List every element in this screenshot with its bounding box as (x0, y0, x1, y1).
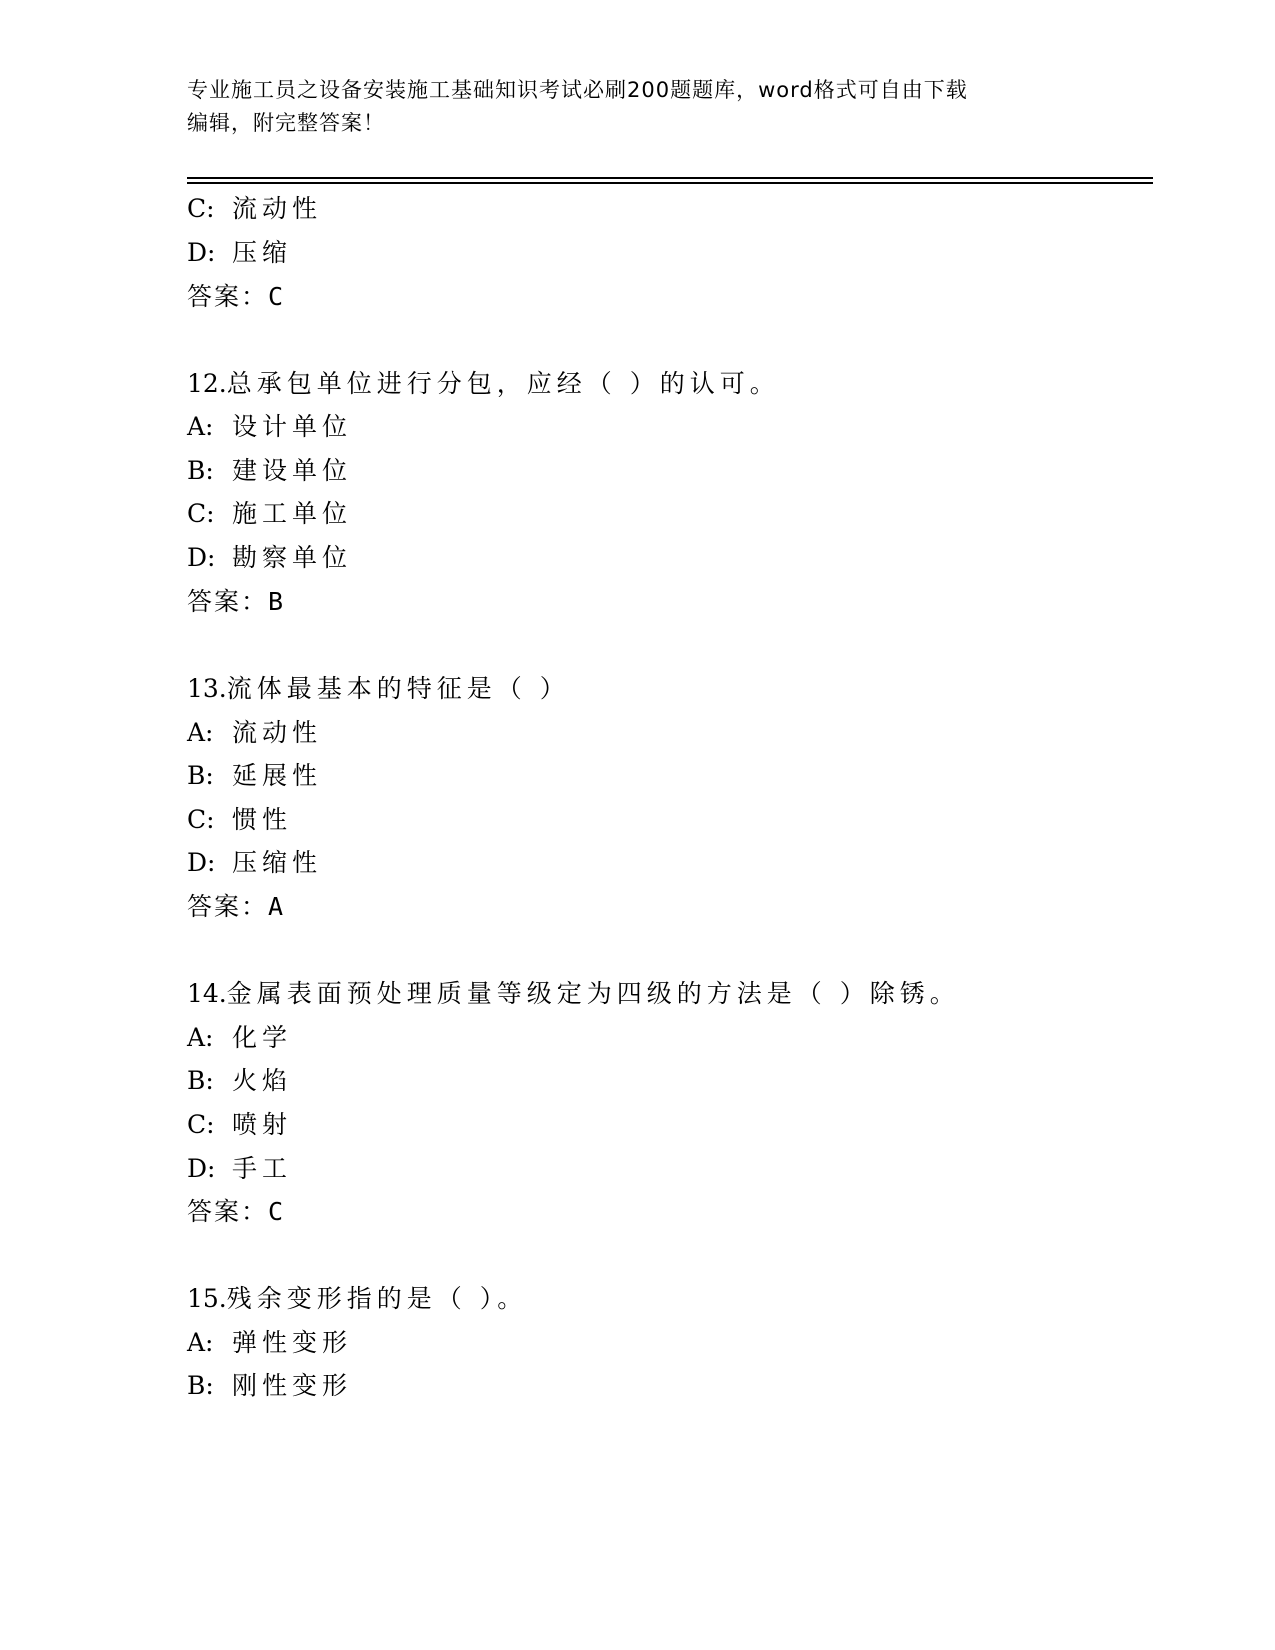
answer (187, 280, 283, 314)
question-number: 15. (187, 1284, 227, 1313)
option-text: 施工单位 (232, 499, 353, 528)
option-label: D: (187, 1154, 216, 1183)
option-label: A: (187, 718, 214, 747)
option-text: 流动性 (232, 194, 323, 223)
option-text: 火焰 (232, 1066, 293, 1095)
option-text: 化学 (232, 1023, 293, 1052)
question-number: 14. (187, 979, 227, 1008)
option-text: 喷射 (232, 1110, 293, 1139)
option-label: C: (187, 499, 215, 528)
option-text: 勘察单位 (232, 543, 353, 572)
option-label: A: (187, 1328, 214, 1357)
option-text: 弹性变形 (232, 1328, 353, 1357)
answer-value: A (268, 892, 284, 921)
option-a (187, 1326, 352, 1360)
option-a (187, 410, 352, 444)
option-d (187, 1152, 292, 1186)
answer-value: C (268, 1197, 284, 1226)
answer-label: 答案： (187, 282, 269, 311)
option-a (187, 1021, 292, 1055)
option-label: C: (187, 194, 215, 223)
option-c (187, 1108, 292, 1142)
answer-value: B (268, 587, 284, 616)
option-label: D: (187, 238, 216, 267)
option-label: A: (187, 412, 214, 441)
option-text: 压缩 (232, 238, 293, 267)
option-label: B: (187, 456, 214, 485)
answer-value: C (268, 282, 284, 311)
option-text: 惯性 (232, 805, 293, 834)
option-c (187, 803, 292, 837)
header-divider-top (187, 177, 1153, 179)
option-text: 刚性变形 (232, 1371, 353, 1400)
option-label: C: (187, 805, 215, 834)
option-label: B: (187, 1371, 214, 1400)
option-d (187, 846, 322, 880)
option-b (187, 1064, 292, 1098)
option-label: C: (187, 1110, 215, 1139)
option-label: D: (187, 543, 216, 572)
question-text: 残余变形指的是（ ）。 (226, 1284, 528, 1313)
question-text: 金属表面预处理质量等级定为四级的方法是（ ）除锈。 (226, 979, 960, 1008)
question-number: 13. (187, 674, 227, 703)
document-header (187, 74, 1067, 140)
option-d (187, 541, 352, 575)
header-divider-bottom (187, 182, 1153, 184)
option-label: B: (187, 761, 214, 790)
option-c (187, 192, 322, 226)
option-b (187, 454, 352, 488)
answer (187, 1195, 283, 1229)
header-title-line1: 专业施工员之设备安装施工基础知识考试必刷200题题库，word格式可自由下载 (187, 78, 968, 102)
question-15 (187, 1282, 527, 1316)
header-title-line2: 编辑，附完整答案！ (187, 111, 385, 135)
option-label: B: (187, 1066, 214, 1095)
question-text: 总承包单位进行分包，应经（ ）的认可。 (226, 369, 780, 398)
answer-label: 答案： (187, 892, 269, 921)
answer-label: 答案： (187, 587, 269, 616)
option-text: 设计单位 (232, 412, 353, 441)
question-13 (187, 672, 570, 706)
question-12 (187, 367, 780, 401)
option-label: A: (187, 1023, 214, 1052)
option-text: 建设单位 (232, 456, 353, 485)
option-c (187, 497, 352, 531)
answer-label: 答案： (187, 1197, 269, 1226)
option-text: 手工 (232, 1154, 293, 1183)
option-text: 延展性 (232, 761, 323, 790)
option-text: 压缩性 (232, 848, 323, 877)
question-text: 流体最基本的特征是（ ） (226, 674, 570, 703)
option-a (187, 716, 322, 750)
answer (187, 585, 283, 619)
option-b (187, 1369, 352, 1403)
answer (187, 890, 283, 924)
option-b (187, 759, 322, 793)
option-d (187, 236, 292, 270)
option-text: 流动性 (232, 718, 323, 747)
question-number: 12. (187, 369, 227, 398)
option-label: D: (187, 848, 216, 877)
question-14 (187, 977, 960, 1011)
